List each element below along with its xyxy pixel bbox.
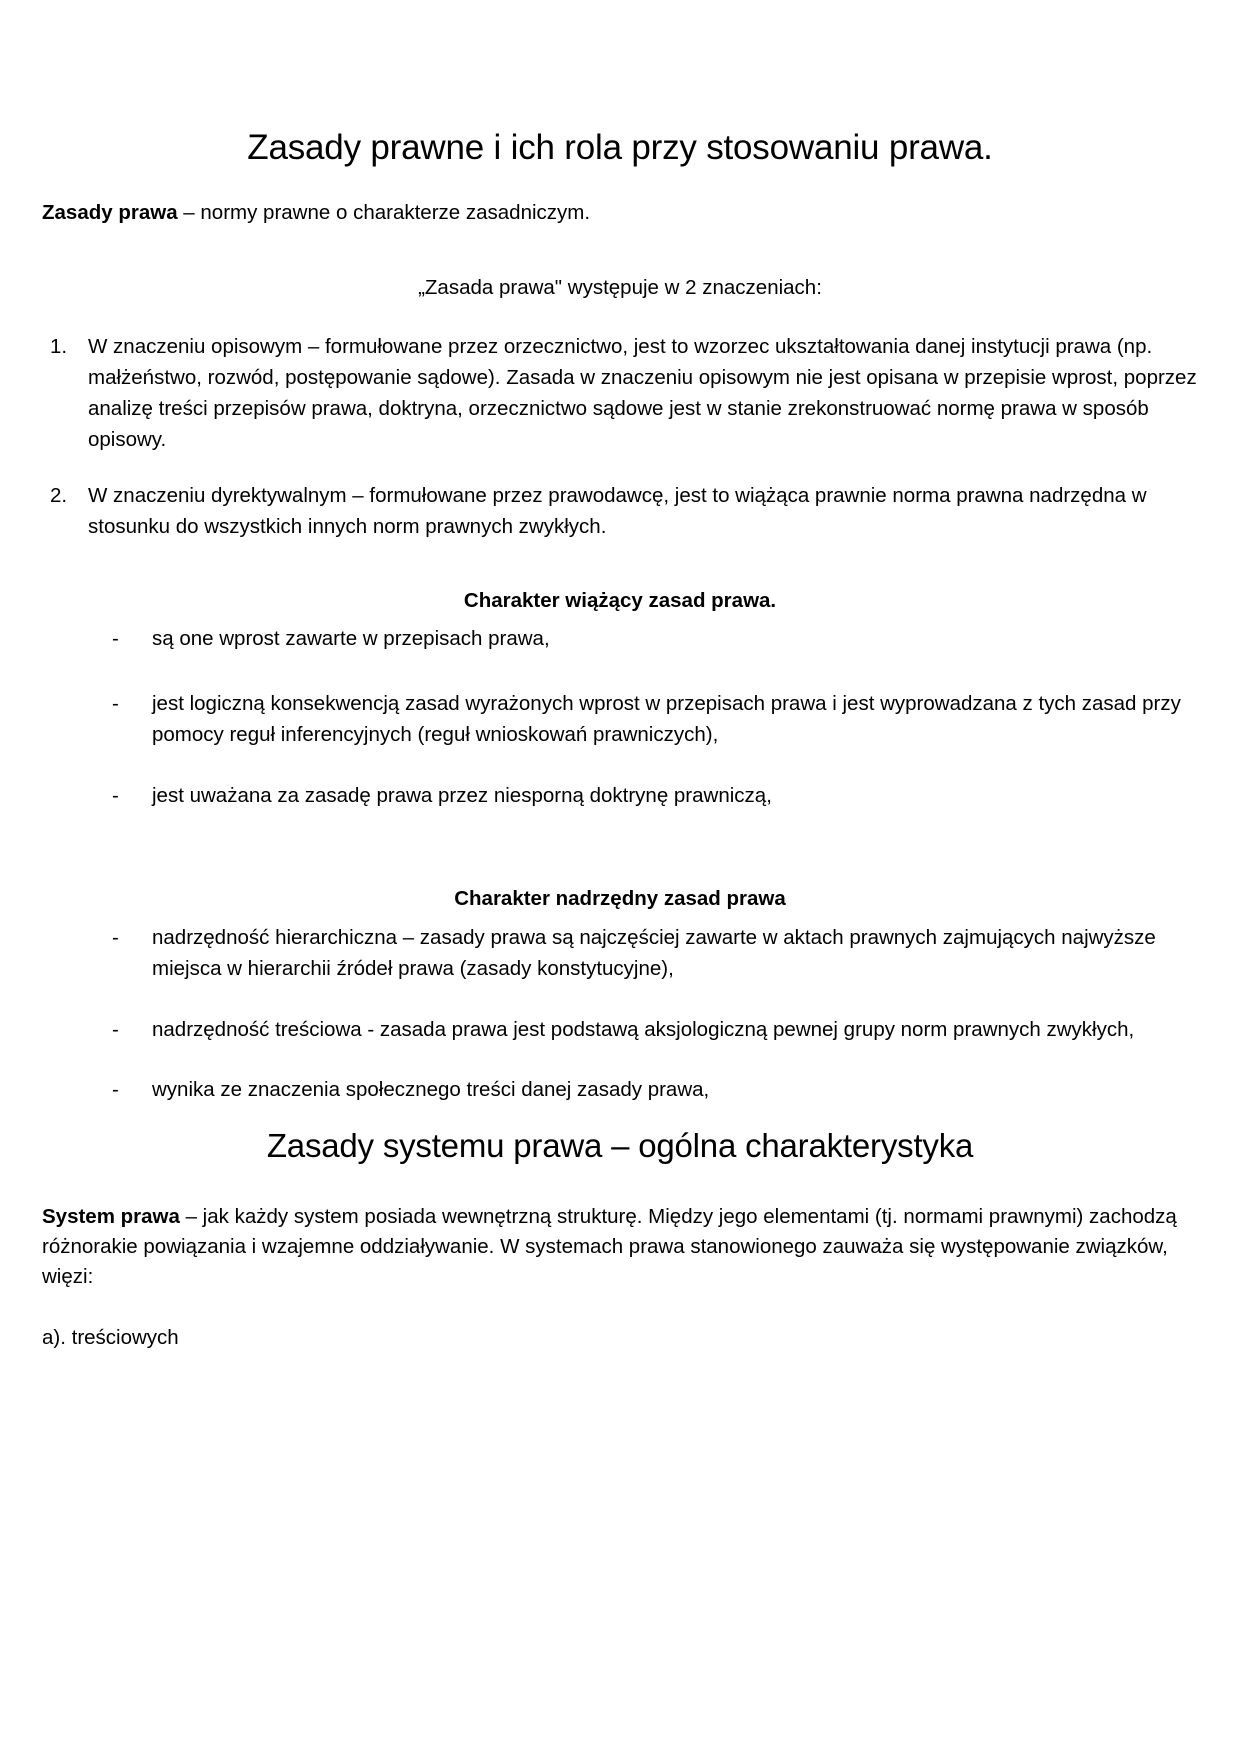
- list-item: [42, 332, 1198, 455]
- system-paragraph: [42, 1202, 1198, 1293]
- spacer: [42, 168, 1198, 198]
- system-list-item-a: a). treściowych: [42, 1325, 179, 1349]
- spacer: [42, 841, 1198, 885]
- list-item: [42, 481, 1198, 543]
- list-item-text: W znaczeniu dyrektywalnym – formułowane przez prawodawcę, jest to wiążąca prawnie norma prawna nadrzędna w stosunku do wszystkich innych norm prawnych zwykłych.: [88, 484, 1147, 539]
- list-item-text: W znaczeniu opisowym – formułowane przez orzecznictwo, jest to wzorzec ukształtowania danej instytucji prawa (np. małżeństwo, rozwód, postępowanie sądowe). Zasada w znaczeniu opisowym nie jest opisana w przepisie wprost, poprzez analizę treści przepisów prawa, doktryna, orzecznictwo sądowe jest w stanie zrekonstruować normę prawa w sposób opisowy.: [88, 335, 1197, 451]
- subheading-superiority-character: Charakter nadrzędny zasad prawa: [454, 887, 786, 911]
- dash-marker: -: [112, 627, 119, 651]
- dash-marker: -: [112, 783, 119, 807]
- list-item: [42, 923, 1198, 985]
- spacer: [42, 913, 1198, 923]
- intro-paragraph: [42, 198, 1198, 228]
- list-item-text: są one wprost zawarte w przepisach prawa,: [152, 627, 550, 651]
- spacer: [42, 302, 1198, 332]
- system-rest-text: – jak każdy system posiada wewnętrzną strukturę. Między jego elementami (tj. normami prawnymi) zachodzą różnorakie powiązania i wzajemne oddziaływanie. W systemach prawa stanowionego zauważa się występowanie związków, więzi:: [42, 1204, 1177, 1289]
- dash-marker: -: [112, 692, 119, 716]
- list-marker: 1.: [50, 335, 68, 359]
- dash-marker: -: [112, 1017, 119, 1041]
- list-item-text: nadrzędność treściowa - zasada prawa jest podstawą aksjologiczną pewnej grupy norm prawnych zwykłych,: [152, 1017, 1135, 1041]
- system-bold-term: System prawa: [42, 1204, 180, 1228]
- list-marker: 2.: [50, 484, 68, 508]
- list-item: [42, 1015, 1198, 1046]
- spacer: [42, 229, 1198, 273]
- spacer: [42, 614, 1198, 624]
- spacer: [42, 1172, 1198, 1202]
- list-item-text: jest logiczną konsekwencją zasad wyrażonych wprost w przepisach prawa i jest wyprowadzana z tych zasad przy pomocy reguł inferencyjnych (reguł wnioskowań prawniczych),: [152, 692, 1181, 746]
- section-title-system-of-law: Zasady systemu prawa – ogólna charakterystyka: [266, 1127, 974, 1165]
- list-item-text: nadrzędność hierarchiczna – zasady prawa są najczęściej zawarte w aktach prawnych zajmujących najwyższe miejsca w hierarchii źródeł prawa (zasady konstytucyjne),: [152, 926, 1156, 980]
- list-item: [42, 689, 1198, 751]
- intro-rest-text: – normy prawne o charakterze zasadniczym.: [177, 201, 591, 225]
- superiority-character-bullets: [42, 923, 1198, 1106]
- numbered-list: [42, 332, 1198, 543]
- binding-character-bullets: [42, 624, 1198, 811]
- subheading-binding-character: Charakter wiążący zasad prawa.: [463, 588, 777, 612]
- list-item: [42, 624, 1198, 655]
- spacer: [42, 1293, 1198, 1323]
- intro-bold-term: Zasady prawa: [42, 201, 178, 225]
- list-item-text: wynika ze znaczenia społecznego treści danej zasady prawa,: [152, 1078, 710, 1102]
- spacer: [42, 543, 1198, 587]
- list-item-text: jest uważana za zasadę prawa przez niesporną doktrynę prawniczą,: [152, 783, 772, 807]
- dash-marker: -: [112, 1078, 119, 1102]
- dash-marker: -: [112, 926, 119, 950]
- page-title: Zasady prawne i ich rola przy stosowaniu prawa.: [247, 128, 993, 167]
- list-item: [42, 1075, 1198, 1106]
- centered-quote-line: „Zasada prawa" występuje w 2 znaczeniach:: [418, 275, 822, 299]
- list-item: [42, 781, 1198, 812]
